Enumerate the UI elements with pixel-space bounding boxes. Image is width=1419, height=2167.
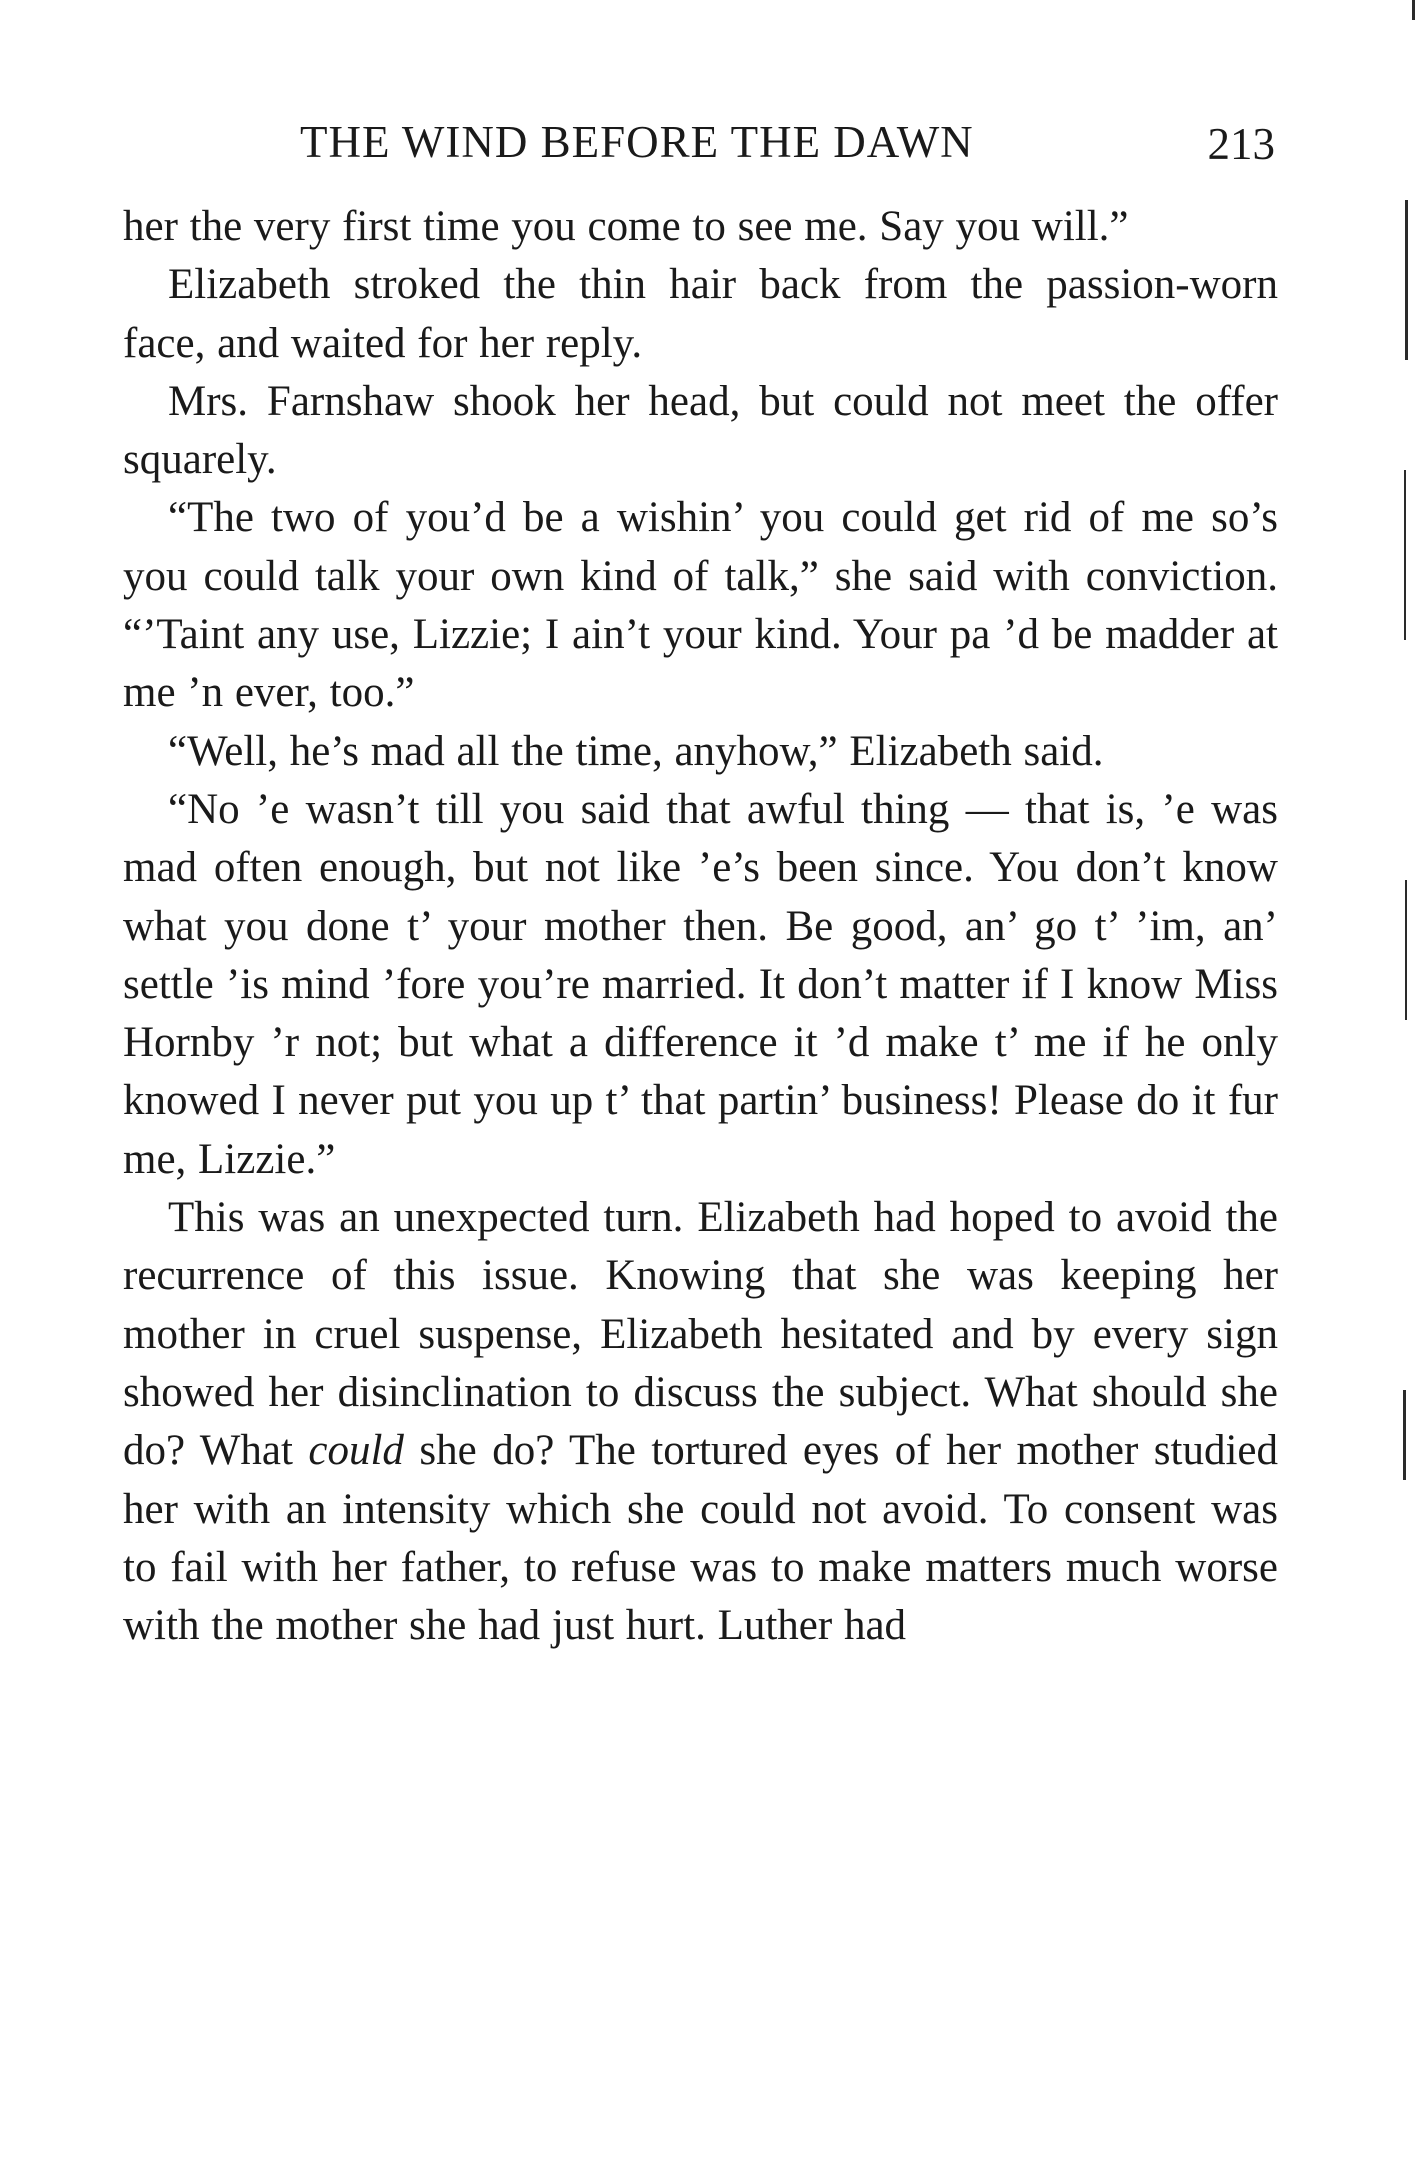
scan-edge-mark [1405, 200, 1408, 360]
paragraph: her the very first time you come to see me. Say you will.” [123, 203, 1129, 250]
paragraph-last [123, 1189, 1278, 1655]
running-title: THE WIND BEFORE THE DAWN [300, 117, 974, 167]
scan-edge-mark [1412, 0, 1415, 20]
paragraph: “The two of you’d be a wishin’ you could get rid of me so’s you could talk your own kind of talk,” she said with conviction. “’Taint any use, Lizzie; I ain’t your kind. Your pa ’d be madder at me ’n ever, too.” [123, 494, 1278, 717]
scan-edge-mark [1404, 470, 1406, 640]
paragraph: Mrs. Farnshaw shook her head, but could not meet the offer squarely. [123, 377, 1278, 484]
body-text [123, 198, 1278, 1655]
paragraph: “No ’e wasn’t till you said that awful thing — that is, ’e was mad often enough, but not like ’e’s been since. You don’t know what you done t’ your mother then. Be good, an’ go t’ ’im, an’ settle ’is mind ’fore you’re married. It don’t matter if I know Miss Hornby ’r not; but what a difference it ’d make t’ me if he only knowed I never put you up t’ that partin’ business! Please do it fur me, Lizzie.” [123, 785, 1278, 1183]
scan-edge-mark [1405, 880, 1407, 1020]
paragraph: “Well, he’s mad all the time, anyhow,” Elizabeth said. [168, 727, 1104, 775]
italic-word: could [308, 1427, 404, 1475]
paragraph: Elizabeth stroked the thin hair back from the passion-worn face, and waited for her reply. [123, 261, 1278, 367]
page-number: 213 [1207, 119, 1275, 169]
text-run: This was an unexpected turn. Elizabeth had hoped to avoid the recurrence of this issue. Knowing that she was keeping her mother in cruel suspense, Elizabeth hesitated and by every sign showed her disinclination to discuss the subject. What should she do? What [123, 1194, 1278, 1475]
text-run: she do? The tortured eyes of her mother studied her with an intensity which she could not avoid. To consent was to fail with her father, to refuse was to make matters much worse with the mother she had just hurt. Luther had [123, 1427, 1278, 1650]
running-head [125, 112, 1275, 172]
scan-edge-mark [1403, 1390, 1406, 1480]
